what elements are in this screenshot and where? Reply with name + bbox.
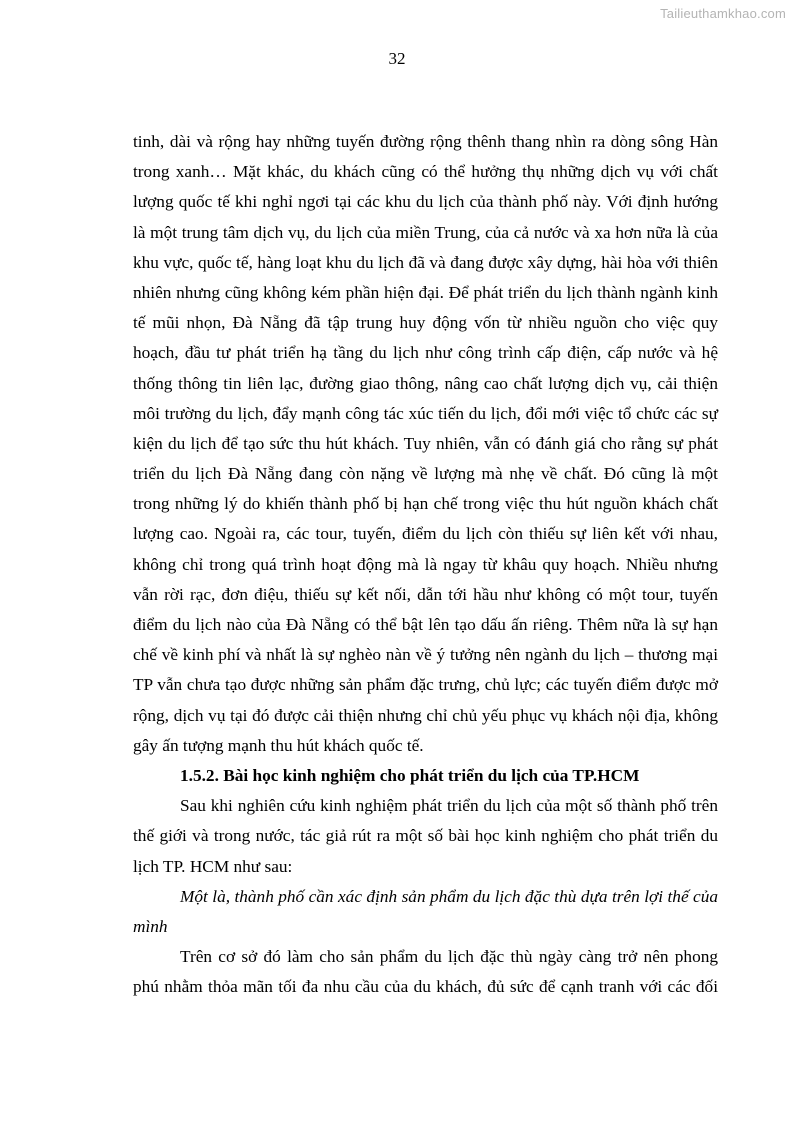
- paragraph: [133, 127, 718, 761]
- text-line: triển du lịch Đà Nẵng đang còn nặng về lượng mà nhẹ về chất. Đó cũng là một: [133, 464, 718, 484]
- paragraph: [133, 942, 718, 1002]
- text-line: gây ấn tượng mạnh thu hút khách quốc tế.: [133, 735, 424, 755]
- paragraph: [133, 791, 718, 882]
- text-line: thống thông tin liên lạc, đường giao thông, nâng cao chất lượng dịch vụ, cải thiện: [133, 373, 718, 393]
- text-line: khu vực, quốc tế, hàng loạt khu du lịch đã và đang được xây dựng, hài hòa với thiên: [133, 252, 718, 272]
- text-line: TP vẫn chưa tạo được những sản phẩm đặc trưng, chủ lực; các tuyến điểm được mở: [133, 675, 718, 695]
- text-line: lịch TP. HCM như sau:: [133, 856, 293, 876]
- text-line: phú nhằm thỏa mãn tối đa nhu cầu của du khách, đủ sức để cạnh tranh với các đối: [133, 977, 718, 997]
- watermark: Tailieuthamkhao.com: [660, 6, 786, 21]
- section-heading: 1.5.2. Bài học kinh nghiệm cho phát triển du lịch của TP.HCM: [180, 765, 640, 785]
- text-line: Trên cơ sở đó làm cho sản phẩm du lịch đặc thù ngày càng trở nên phong: [180, 947, 718, 967]
- text-line: là một trung tâm dịch vụ, du lịch của miền Trung, của cả nước và xa hơn nữa là của: [133, 222, 718, 242]
- text-line: rộng, dịch vụ tại đó được cải thiện nhưng chỉ chủ yếu phục vụ khách nội địa, không: [133, 705, 718, 725]
- text-line: vẫn rời rạc, đơn điệu, thiếu sự kết nối, dẫn tới hầu như không có một tour, tuyến: [133, 584, 718, 604]
- text-line: Một là, thành phố cần xác định sản phẩm du lịch đặc thù dựa trên lợi thế của: [180, 886, 718, 906]
- text-line: nhiên nhưng cũng không kém phần hiện đại. Để phát triển du lịch thành ngành kinh: [133, 282, 718, 302]
- page-number: 32: [388, 49, 406, 68]
- text-line: không chỉ trong quá trình hoạt động mà là ngay từ khâu quy hoạch. Nhiều nhưng: [133, 554, 718, 574]
- text-line: kiện du lịch để tạo sức thu hút khách. Tuy nhiên, vẫn có đánh giá cho rằng sự phát: [133, 433, 718, 453]
- text-line: trong xanh… Mặt khác, du khách cũng có thể hưởng thụ những dịch vụ với chất: [133, 162, 718, 182]
- text-line: Sau khi nghiên cứu kinh nghiệm phát triển du lịch của một số thành phố trên: [180, 796, 718, 816]
- text-line: tế mũi nhọn, Đà Nẵng đã tập trung huy động vốn từ nhiều nguồn cho việc quy: [133, 313, 718, 333]
- italic-point: [133, 882, 718, 942]
- text-line: mình: [133, 916, 168, 936]
- text-line: trong những lý do khiến thành phố bị hạn chế trong việc thu hút nguồn khách chất: [133, 494, 718, 514]
- text-line: tinh, dài và rộng hay những tuyến đường rộng thênh thang nhìn ra dòng sông Hàn: [133, 132, 718, 151]
- text-line: lượng quốc tế khi nghỉ ngơi tại các khu du lịch của thành phố này. Với định hướng: [133, 192, 718, 212]
- text-line: chế về kinh phí và nhất là sự nghèo nàn về ý tưởng nên ngành du lịch – thương mại: [133, 645, 718, 665]
- text-line: hoạch, đầu tư phát triển hạ tầng du lịch như công trình cấp điện, cấp nước và hệ: [133, 343, 718, 363]
- text-line: lượng cao. Ngoài ra, các tour, tuyến, điểm du lịch còn thiếu sự liên kết với nhau,: [133, 524, 718, 544]
- text-line: thế giới và trong nước, tác giả rút ra một số bài học kinh nghiệm cho phát triển du: [133, 826, 718, 846]
- text-line: môi trường du lịch, đẩy mạnh công tác xúc tiến du lịch, đổi mới việc tổ chức các sự: [133, 403, 718, 423]
- document-body: [133, 127, 718, 1002]
- text-line: điểm du lịch nào của Đà Nẵng có thể bật lên tạo dấu ấn riêng. Thêm nữa là sự hạn: [133, 615, 718, 634]
